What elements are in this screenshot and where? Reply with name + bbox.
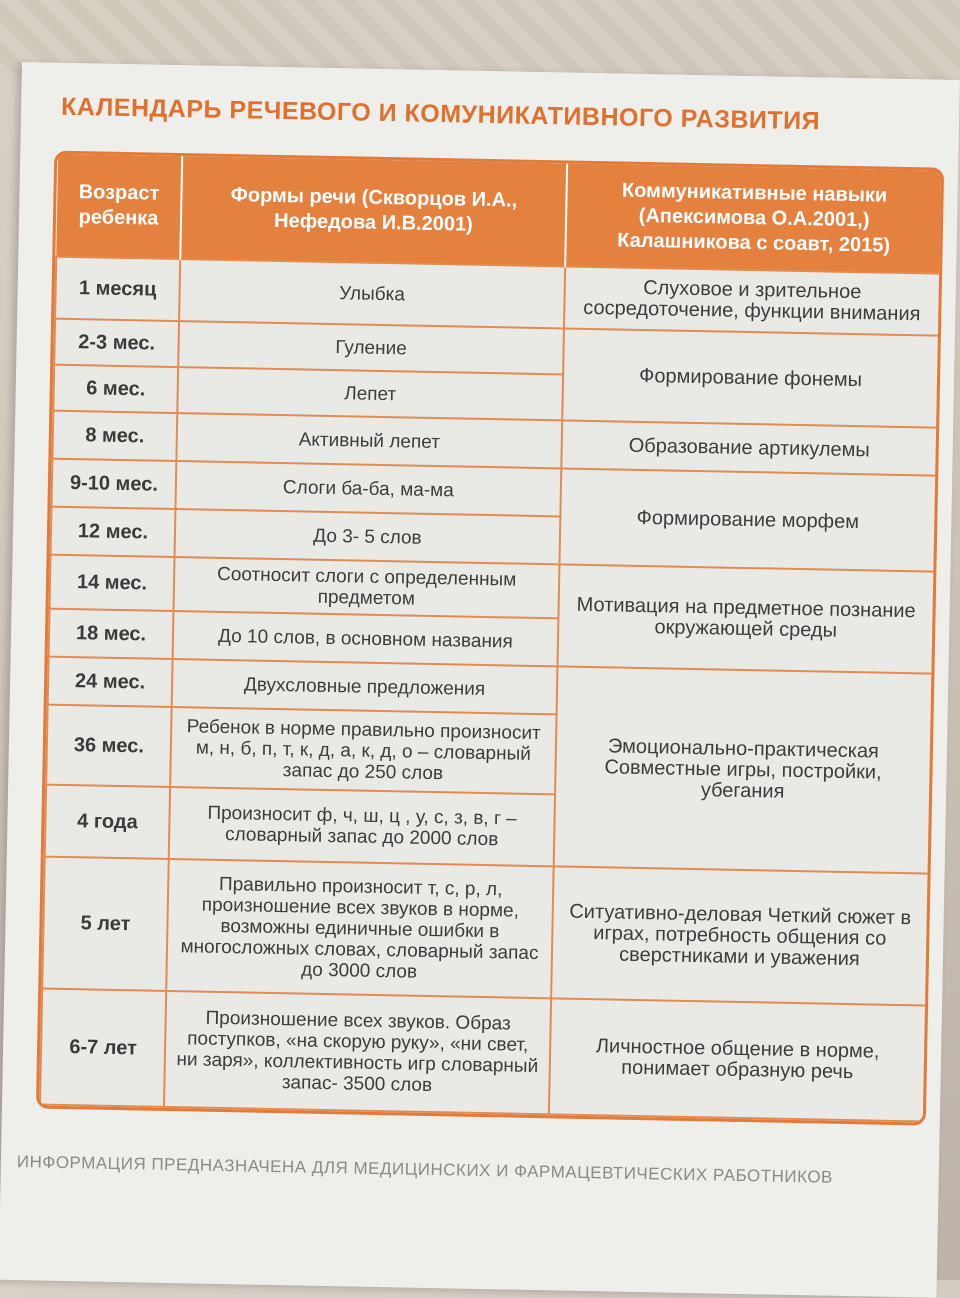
age-cell: 6-7 лет	[40, 989, 166, 1107]
speech-cell: Правильно произносит т, с, р, л, произношение всех звуков в норме, возможны единичные ошибки в многосложных словах, словарный запас до 3000 слов	[166, 859, 553, 998]
speech-cell: Активный лепет	[176, 413, 562, 468]
comm-cell: Образование артикулемы	[561, 420, 937, 475]
leaflet-sheet	[0, 62, 960, 1298]
age-cell: 1 месяц	[55, 257, 180, 321]
page-title: КАЛЕНДАРЬ РЕЧЕВОГО И КОМУНИКАТИВНОГО РАЗВИТИЯ	[60, 92, 821, 136]
comm-cell: Формирование фонемы	[562, 328, 939, 427]
age-cell: 14 мес.	[50, 555, 175, 611]
speech-cell: До 3- 5 слов	[175, 509, 561, 564]
comm-cell: Ситуативно-деловая Четкий сюжет в играх, потребность общения со сверстниками и уважения	[551, 866, 928, 1005]
speech-cell: Улыбка	[179, 259, 565, 328]
header-communication-skills: Коммуникативные навыки (Апексимова О.А.2001,) Калашникова с соавт, 2015)	[565, 163, 942, 273]
age-cell: 36 мес.	[46, 705, 172, 787]
age-cell: 4 года	[45, 785, 170, 859]
comm-cell: Слуховое и зрительное сосредоточение, функции внимания	[564, 266, 940, 335]
table-header-row	[56, 154, 942, 274]
speech-cell: Лепет	[177, 367, 563, 420]
speech-cell: До 10 слов, в основном названия	[173, 611, 559, 666]
speech-cell: Соотносит слоги с определенным предметом	[173, 557, 559, 618]
age-cell: 12 мес.	[51, 507, 176, 557]
age-cell: 2-3 мес.	[54, 319, 179, 367]
table-row	[40, 989, 926, 1122]
development-calendar-table	[36, 151, 944, 1126]
comm-cell: Эмоционально-практическая Совместные игры, постройки, убегания	[554, 666, 933, 873]
comm-cell: Личностное общение в норме, понимает образную речь	[549, 998, 926, 1121]
age-cell: 6 мес.	[53, 365, 178, 413]
table-row	[42, 857, 928, 1006]
speech-cell: Гуление	[178, 321, 564, 374]
age-cell: 5 лет	[42, 857, 169, 991]
age-cell: 24 мес.	[48, 657, 173, 707]
speech-cell: Произношение всех звуков. Образ поступков, «на скорую руку», «ни свет, ни заря», коллективность игр словарный запас- 3500 слов	[164, 991, 551, 1114]
comm-cell: Формирование морфем	[559, 468, 936, 571]
speech-cell: Слоги ба-ба, ма-ма	[175, 461, 561, 516]
speech-cell: Произносит ф, ч, ш, ц , у, с, з, в, г – словарный запас до 2000 слов	[169, 787, 555, 866]
age-cell: 18 мес.	[49, 609, 174, 659]
speech-cell: Двухсловные предложения	[172, 659, 558, 714]
header-age: Возраст ребенка	[56, 154, 182, 259]
header-speech-forms: Формы речи (Скворцов И.А., Нефедова И.В.2001)	[180, 156, 567, 266]
speech-cell: Ребенок в норме правильно произносит м, н, б, п, т, к, д, а, к, д, о – словарный запас до 250 слов	[170, 707, 556, 794]
age-cell: 9-10 мес.	[51, 459, 176, 509]
footer-disclaimer: ИНФОРМАЦИЯ ПРЕДНАЗНАЧЕНА ДЛЯ МЕДИЦИНСКИХ И ФАРМАЦЕВТИЧЕСКИХ РАБОТНИКОВ	[16, 1152, 834, 1187]
comm-cell: Мотивация на предметное познание окружающей среды	[557, 564, 934, 673]
age-cell: 8 мес.	[52, 411, 177, 461]
